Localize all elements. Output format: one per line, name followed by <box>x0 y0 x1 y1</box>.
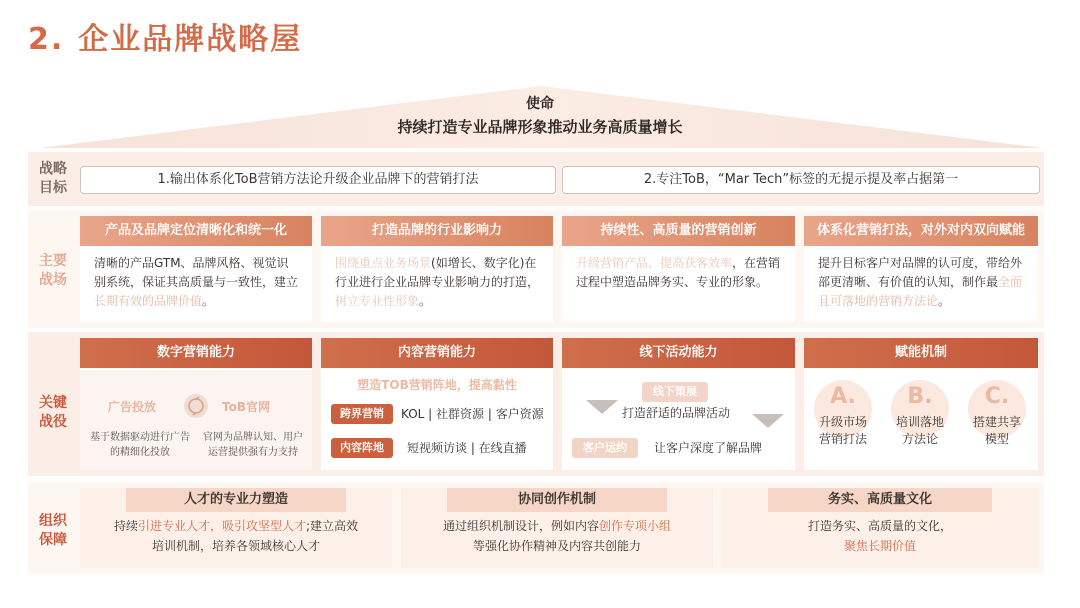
org-desc <box>722 512 1038 556</box>
enable-letter: A. <box>830 384 856 409</box>
text-segment: 。 <box>938 294 951 308</box>
battlefield-title: 打造品牌的行业影响力 <box>321 216 553 246</box>
text-segment: 持续 <box>113 519 138 533</box>
org-line <box>401 516 713 536</box>
org-card-2 <box>401 488 713 568</box>
battlefield-card-1 <box>80 216 312 322</box>
campaign-title: 线下活动能力 <box>562 338 795 368</box>
battlefield-desc <box>321 246 553 319</box>
text-segment: ;建立高效 <box>305 519 359 533</box>
text-segment-highlight: 长期有效的品牌价值 <box>94 294 203 308</box>
campaign-title: 内容营销能力 <box>321 338 553 368</box>
battlefield-desc <box>804 246 1038 319</box>
goal-2: 2.专注ToB，“Mar Tech”标签的无提示提及率占据第一 <box>562 166 1040 194</box>
org-desc <box>401 512 713 556</box>
section-title: 企业品牌战略屋 <box>78 22 303 57</box>
offline-tag: 线下策展 <box>642 382 708 402</box>
cycle-icon <box>184 394 208 418</box>
battlefields-label-line2: 战场 <box>39 272 67 288</box>
enable-letter: C. <box>984 384 1010 409</box>
battlefield-title: 产品及品牌定位清晰化和统一化 <box>80 216 312 246</box>
org-line-highlight: 聚焦长期价值 <box>843 539 916 553</box>
org-line <box>80 516 392 536</box>
ad-desc: 基于数据驱动进行广告的精细化投放 <box>90 432 190 458</box>
arrow-down-icon <box>752 414 784 428</box>
section-number: 2. <box>28 22 65 57</box>
page-title <box>28 14 302 58</box>
battlefield-title: 持续性、高质量的营销创新 <box>562 216 795 246</box>
campaign-title: 赋能机制 <box>804 338 1038 368</box>
text-segment: 通过组织机制设计，例如内容 <box>442 519 599 533</box>
battlefield-card-4 <box>804 216 1038 322</box>
text-segment: 。 <box>419 294 432 308</box>
enable-text <box>808 414 878 448</box>
text-segment: (如增长、数字化)在行业进行企业品牌专业影响力的打造， <box>335 256 540 289</box>
offline-tag: 客户运约 <box>572 438 638 458</box>
text-segment-faded: 围绕重点业务场景 <box>335 256 432 270</box>
battlefield-desc <box>562 246 795 300</box>
text-segment-highlight: 引进专业人才，吸引攻坚型人才 <box>137 519 306 533</box>
battlefields-label-line1: 主要 <box>39 253 67 269</box>
content-tag: 内容阵地 <box>331 438 393 458</box>
site-label: ToB官网 <box>222 400 270 414</box>
offline-text: 让客户深度了解品牌 <box>654 441 763 455</box>
text-segment: ，在营销过程中塑造品牌务实、专业的形象。 <box>576 256 781 289</box>
text-segment-highlight: 创作专项小组 <box>599 519 672 533</box>
content-row-text: KOL | 社群资源 | 客户资源 <box>401 407 544 421</box>
mission-label: 使命 <box>526 96 554 112</box>
battlefield-card-2 <box>321 216 553 322</box>
ad-label: 广告投放 <box>108 400 157 414</box>
campaign-card-digital <box>80 338 312 470</box>
text-segment-faded: 树立专业性形象 <box>335 294 420 308</box>
text-segment-highlight: 全面且可落地的营销方法论 <box>818 275 1023 308</box>
text-segment: 。 <box>202 294 215 308</box>
org-title: 协同创作机制 <box>447 488 667 512</box>
enable-line: 营销打法 <box>818 432 867 446</box>
content-tag: 跨界营销 <box>331 404 393 424</box>
enable-line: 方法论 <box>901 432 938 446</box>
arrow-down-icon <box>586 400 618 414</box>
goals-label-line1: 战略 <box>39 161 67 177</box>
goals-row-label <box>28 160 78 198</box>
org-line: 等强化协作精神及内容共创能力 <box>472 539 641 553</box>
campaign-card-enable <box>804 338 1038 470</box>
text-segment: 提升目标客户对品牌的认可度，带给外部更清晰、有价值的认知，制作最 <box>818 256 1023 289</box>
enable-line: 培训落地 <box>895 415 944 429</box>
org-card-1 <box>80 488 392 568</box>
org-line: 打造务实、高质量的文化， <box>807 519 952 533</box>
site-desc: 官网为品牌认知、用户运营提供强有力支持 <box>203 432 303 458</box>
campaign-card-content <box>321 338 553 470</box>
campaign-card-offline <box>562 338 795 470</box>
goals-label-line2: 目标 <box>39 180 67 196</box>
campaigns-label-line2: 战役 <box>39 414 67 430</box>
battlefield-desc <box>80 246 312 319</box>
enable-line: 升级市场 <box>818 415 867 429</box>
text-segment: 清晰的产品GTM、品牌风格、视觉识别系统，保证其高质量与一致性，建立 <box>94 256 299 289</box>
content-subtitle: 塑造TOB营销阵地，提高黏性 <box>357 378 517 392</box>
org-desc <box>80 512 392 556</box>
org-row-label <box>28 512 78 550</box>
offline-text: 打造舒适的品牌活动 <box>622 406 731 420</box>
org-line: 培训机制，培养各领域核心人才 <box>151 539 320 553</box>
campaigns-label-line1: 关键 <box>39 395 67 411</box>
enable-line: 模型 <box>984 432 1009 446</box>
org-title: 务实、高质量文化 <box>768 488 992 512</box>
text-segment-faded: 升级营销产品，提高获客效率 <box>576 256 733 270</box>
org-label-line1: 组织 <box>39 513 67 529</box>
campaigns-row-label <box>28 394 78 432</box>
campaign-title: 数字营销能力 <box>80 338 312 368</box>
org-label-line2: 保障 <box>39 532 67 548</box>
battlefields-row-label <box>28 252 78 290</box>
org-title: 人才的专业力塑造 <box>126 488 346 512</box>
enable-text <box>962 414 1032 448</box>
battlefield-title: 体系化营销打法，对外对内双向赋能 <box>804 216 1038 246</box>
enable-text <box>885 414 955 448</box>
enable-line: 搭建共享 <box>972 415 1021 429</box>
enable-letter: B. <box>907 384 933 409</box>
battlefield-card-3 <box>562 216 795 322</box>
org-card-3 <box>722 488 1038 568</box>
content-row-text: 短视频访谈 | 在线直播 <box>407 441 527 455</box>
goal-1: 1.输出体系化ToB营销方法论升级企业品牌下的营销打法 <box>80 166 556 194</box>
mission-text: 持续打造专业品牌形象推动业务高质量增长 <box>397 118 683 136</box>
